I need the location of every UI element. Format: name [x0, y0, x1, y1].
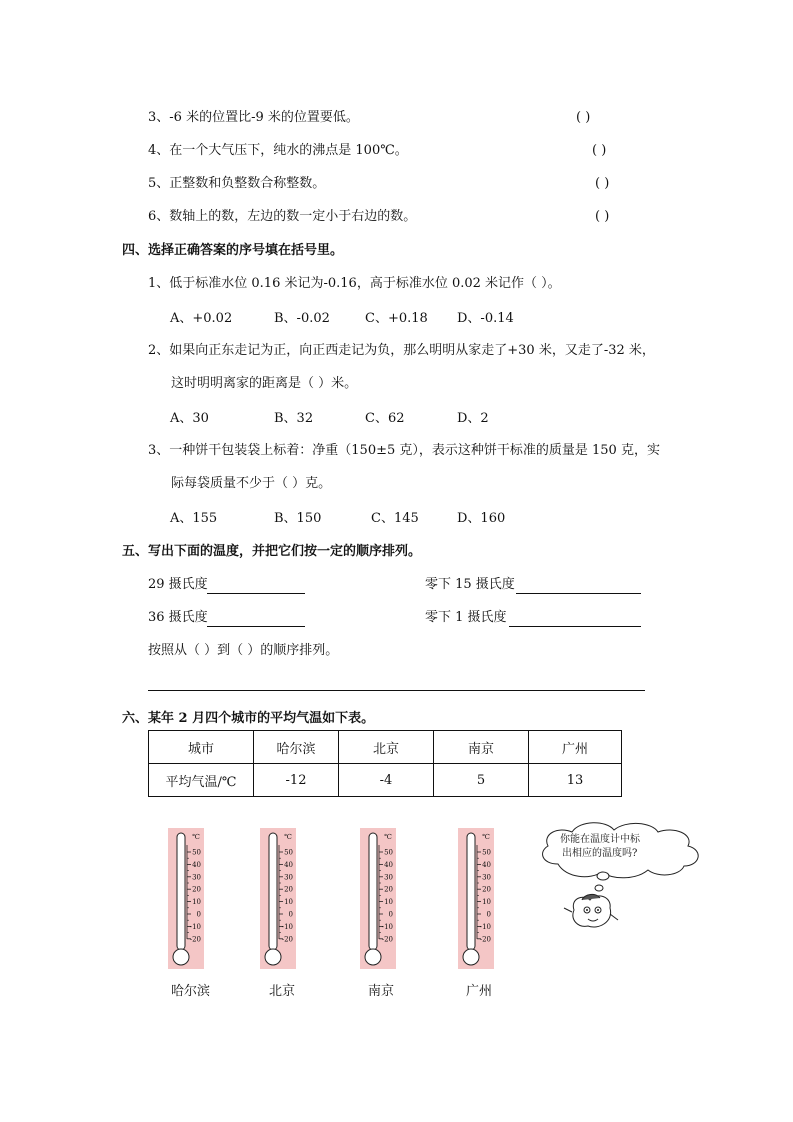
s5-answer-line[interactable] [148, 690, 645, 691]
section5-heading: 五、写出下面的温度，并把它们按一定的顺序排列。 [122, 544, 422, 559]
s4-q3-opt-b: B、150 [274, 511, 322, 526]
svg-text:℃: ℃ [192, 833, 200, 841]
caption-beijing: 北京 [269, 984, 296, 999]
thermometer-tick-label: 20 [284, 885, 293, 894]
table-row [149, 764, 622, 797]
table-cell: 广州 [529, 731, 622, 764]
table-cell: -12 [254, 764, 339, 797]
thermometer-tick-label: 20 [384, 885, 393, 894]
thermometer-tick-label: 10 [192, 898, 201, 907]
thermometer-tick-label: 50 [192, 848, 201, 857]
thermometer-tick-label: 30 [192, 873, 201, 882]
table-cell: 南京 [434, 731, 529, 764]
thermometer-tick-label: 40 [384, 860, 393, 869]
thermometer-tick-label: 10 [384, 898, 393, 907]
svg-text:℃: ℃ [482, 833, 490, 841]
s4-q1-opt-d: D、-0.14 [457, 311, 514, 326]
thermometer-tick-label: -20 [189, 935, 201, 944]
s5-item-minus15: 零下 15 摄氏度 [425, 577, 515, 592]
judge-paren-3[interactable]: ( ) [576, 110, 591, 125]
s4-q2-opt-b: B、32 [274, 411, 314, 426]
s5-blank-minus15[interactable] [516, 593, 641, 594]
s4-q2-opt-d: D、2 [457, 411, 489, 426]
thermometer-tick-label: 30 [284, 873, 293, 882]
thermometer-tick-label: 10 [482, 898, 491, 907]
thermometer-tick-label: 30 [384, 873, 393, 882]
judge-paren-4[interactable]: ( ) [592, 143, 607, 158]
thermometer-tick-label: -10 [479, 922, 491, 931]
s5-blank-minus1[interactable] [509, 626, 641, 627]
thermometer-tick-label: 30 [482, 873, 491, 882]
s4-q2-line1: 2、如果向正东走记为正，向正西走记为负，那么明明从家走了+30 米，又走了-32 米， [148, 343, 655, 358]
s4-q1-opt-a: A、+0.02 [170, 311, 233, 326]
svg-text:℃: ℃ [284, 833, 292, 841]
thermometer-tick-label: 0 [288, 910, 293, 919]
judge-item-4: 4、在一个大气压下，纯水的沸点是 100℃。 [148, 143, 408, 158]
thermometer-tick-label: 0 [196, 910, 201, 919]
s5-blank-36[interactable] [207, 626, 305, 627]
thermometer-tick-label: 0 [486, 910, 491, 919]
table-cell: 平均气温/℃ [149, 764, 254, 797]
s4-q1-opt-b: B、-0.02 [274, 311, 330, 326]
thermometer-tick-label: -10 [281, 922, 293, 931]
thermometer-tick-label: -20 [479, 935, 491, 944]
caption-nanjing: 南京 [368, 984, 395, 999]
s5-order-line: 按照从（ ）到（ ）的顺序排列。 [148, 643, 339, 658]
temperature-table [148, 730, 622, 797]
thermometer-tick-label: -10 [381, 922, 393, 931]
table-cell: 5 [434, 764, 529, 797]
s4-q3-opt-d: D、160 [457, 511, 506, 526]
speech-line-1: 你能在温度计中标 [560, 834, 640, 845]
section4-heading: 四、选择正确答案的序号填在括号里。 [122, 243, 344, 258]
s4-q2-opt-a: A、30 [170, 411, 209, 426]
thermometer-tick-label: 20 [192, 885, 201, 894]
s4-q2-line2: 这时明明离家的距离是（ ）米。 [171, 376, 358, 391]
s5-item-minus1: 零下 1 摄氏度 [425, 610, 507, 625]
thermometer-harbin[interactable] [168, 828, 204, 969]
s4-q2-opt-c: C、62 [365, 411, 405, 426]
thermometer-guangzhou[interactable] [458, 828, 494, 969]
caption-harbin: 哈尔滨 [171, 984, 211, 999]
judge-item-3: 3、-6 米的位置比-9 米的位置要低。 [148, 110, 359, 125]
thermometer-tick-label: 50 [284, 848, 293, 857]
thermometer-tick-label: 50 [482, 848, 491, 857]
s4-q3-opt-a: A、155 [170, 511, 218, 526]
table-cell: 哈尔滨 [254, 731, 339, 764]
judge-item-5: 5、正整数和负整数合称整数。 [148, 176, 326, 191]
table-cell: 城市 [149, 731, 254, 764]
thermometer-tick-label: 40 [284, 860, 293, 869]
thermometer-nanjing[interactable] [360, 828, 396, 969]
s4-q1-text: 1、低于标准水位 0.16 米记为-0.16，高于标准水位 0.02 米记作（ ）。 [148, 276, 561, 291]
judge-paren-5[interactable]: ( ) [595, 176, 610, 191]
table-cell: 13 [529, 764, 622, 797]
thermometer-tick-label: 20 [482, 885, 491, 894]
s4-q1-opt-c: C、+0.18 [365, 311, 428, 326]
thermometer-tick-label: -10 [189, 922, 201, 931]
table-cell: -4 [339, 764, 434, 797]
caption-guangzhou: 广州 [466, 984, 493, 999]
s4-q3-opt-c: C、145 [371, 511, 419, 526]
s5-blank-29[interactable] [207, 593, 305, 594]
thermometer-tick-label: 0 [388, 910, 393, 919]
thermometer-tick-label: -20 [381, 935, 393, 944]
svg-text:℃: ℃ [384, 833, 392, 841]
judge-item-6: 6、数轴上的数，左边的数一定小于右边的数。 [148, 209, 417, 224]
thermometer-tick-label: 50 [384, 848, 393, 857]
s4-q3-line1: 3、一种饼干包装袋上标着：净重（150±5 克），表示这种饼干标准的质量是 150 克，实 [148, 443, 660, 458]
thermometer-tick-label: -20 [281, 935, 293, 944]
s5-item-36: 36 摄氏度 [148, 610, 208, 625]
table-cell: 北京 [339, 731, 434, 764]
thermometer-tick-label: 10 [284, 898, 293, 907]
thermometer-beijing[interactable] [260, 828, 296, 969]
thermometer-tick-label: 40 [192, 860, 201, 869]
thermometer-tick-label: 40 [482, 860, 491, 869]
section6-heading: 六、某年 2 月四个城市的平均气温如下表。 [122, 711, 375, 726]
table-row [149, 731, 622, 764]
s5-item-29: 29 摄氏度 [148, 577, 208, 592]
s4-q3-line2: 际每袋质量不少于（ ）克。 [171, 476, 332, 491]
cartoon-character-icon [560, 868, 630, 938]
speech-line-2: 出相应的温度吗? [562, 848, 638, 859]
judge-paren-6[interactable]: ( ) [595, 209, 610, 224]
